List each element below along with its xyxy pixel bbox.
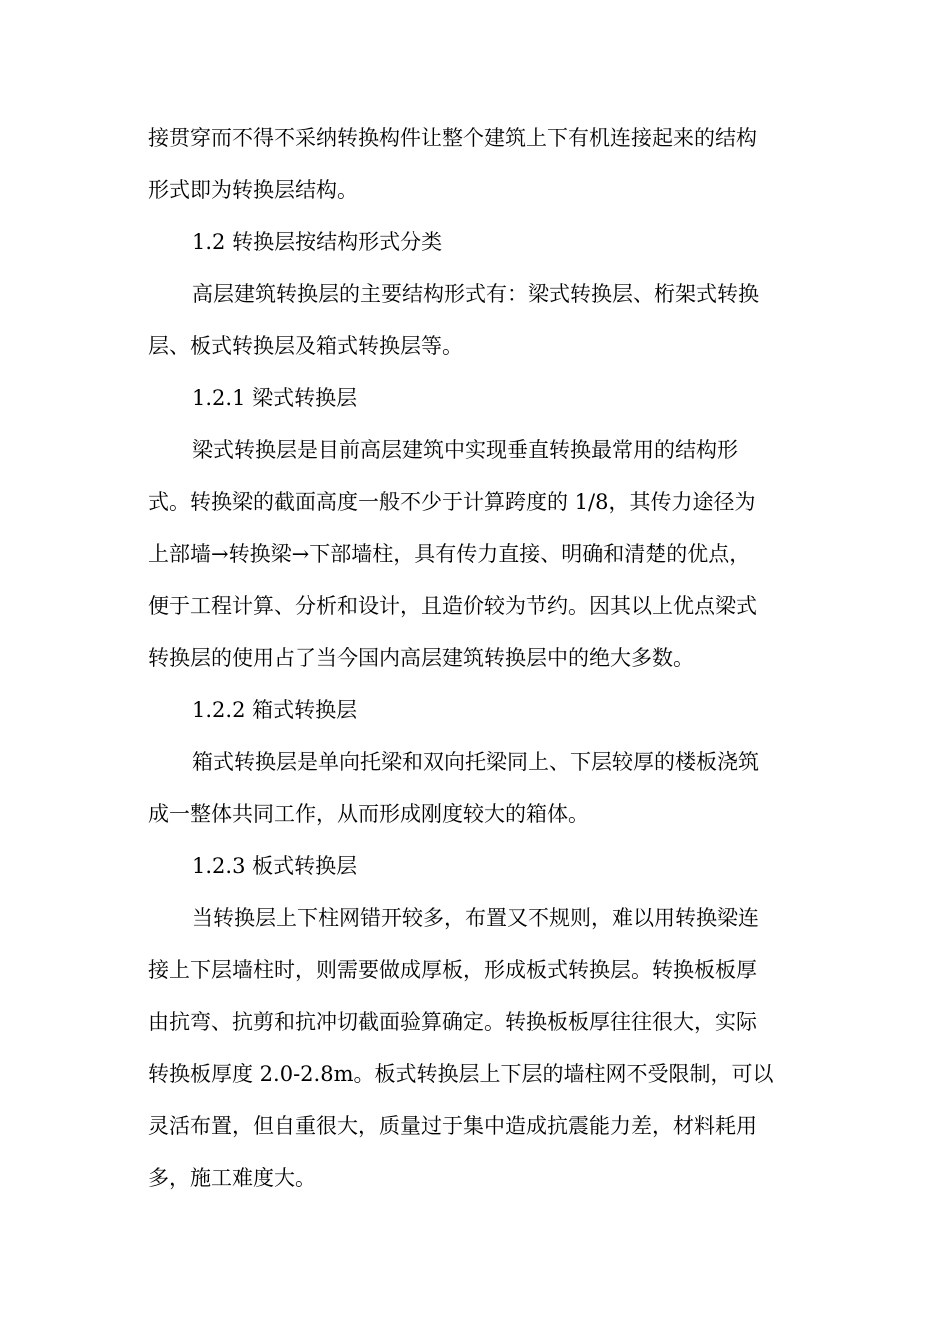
section-heading: 1.2 转换层按结构形式分类 xyxy=(192,230,443,254)
paragraph-line: 成一整体共同工作，从而形成刚度较大的箱体。 xyxy=(148,802,589,826)
body-text xyxy=(148,112,808,1204)
paragraph-line: 接上下层墙柱时，则需要做成厚板，形成板式转换层。转换板板厚 xyxy=(148,958,757,982)
subsection-heading: 1.2.1 梁式转换层 xyxy=(192,386,358,410)
paragraph-line: 灵活布置，但自重很大，质量过于集中造成抗震能力差，材料耗用 xyxy=(148,1114,757,1138)
paragraph-line: 式。转换梁的截面高度一般不少于计算跨度的 1/8，其传力途径为 xyxy=(148,490,756,514)
subsection-heading: 1.2.3 板式转换层 xyxy=(192,854,358,878)
paragraph-line: 便于工程计算、分析和设计，且造价较为节约。因其以上优点梁式 xyxy=(148,594,757,618)
paragraph-line: 转换板厚度 2.0-2.8m。板式转换层上下层的墙柱网不受限制，可以 xyxy=(148,1062,774,1086)
paragraph-line: 由抗弯、抗剪和抗冲切截面验算确定。转换板板厚往往很大，实际 xyxy=(148,1010,757,1034)
paragraph-line: 高层建筑转换层的主要结构形式有：梁式转换层、桁架式转换 xyxy=(192,282,759,306)
paragraph-line: 形式即为转换层结构。 xyxy=(148,178,358,202)
paragraph-line: 转换层的使用占了当今国内高层建筑转换层中的绝大多数。 xyxy=(148,646,694,670)
paragraph-line: 多，施工难度大。 xyxy=(148,1166,316,1190)
paragraph-line: 箱式转换层是单向托梁和双向托梁同上、下层较厚的楼板浇筑 xyxy=(192,750,759,774)
paragraph-line: 当转换层上下柱网错开较多，布置又不规则，难以用转换梁连 xyxy=(192,906,759,930)
subsection-heading: 1.2.2 箱式转换层 xyxy=(192,698,358,722)
paragraph-line: 梁式转换层是目前高层建筑中实现垂直转换最常用的结构形 xyxy=(192,438,738,462)
paragraph-line: 上部墙→转换梁→下部墙柱，具有传力直接、明确和清楚的优点， xyxy=(148,542,751,566)
paragraph-line: 接贯穿而不得不采纳转换构件让整个建筑上下有机连接起来的结构 xyxy=(148,126,757,150)
paragraph-line: 层、板式转换层及箱式转换层等。 xyxy=(148,334,463,358)
